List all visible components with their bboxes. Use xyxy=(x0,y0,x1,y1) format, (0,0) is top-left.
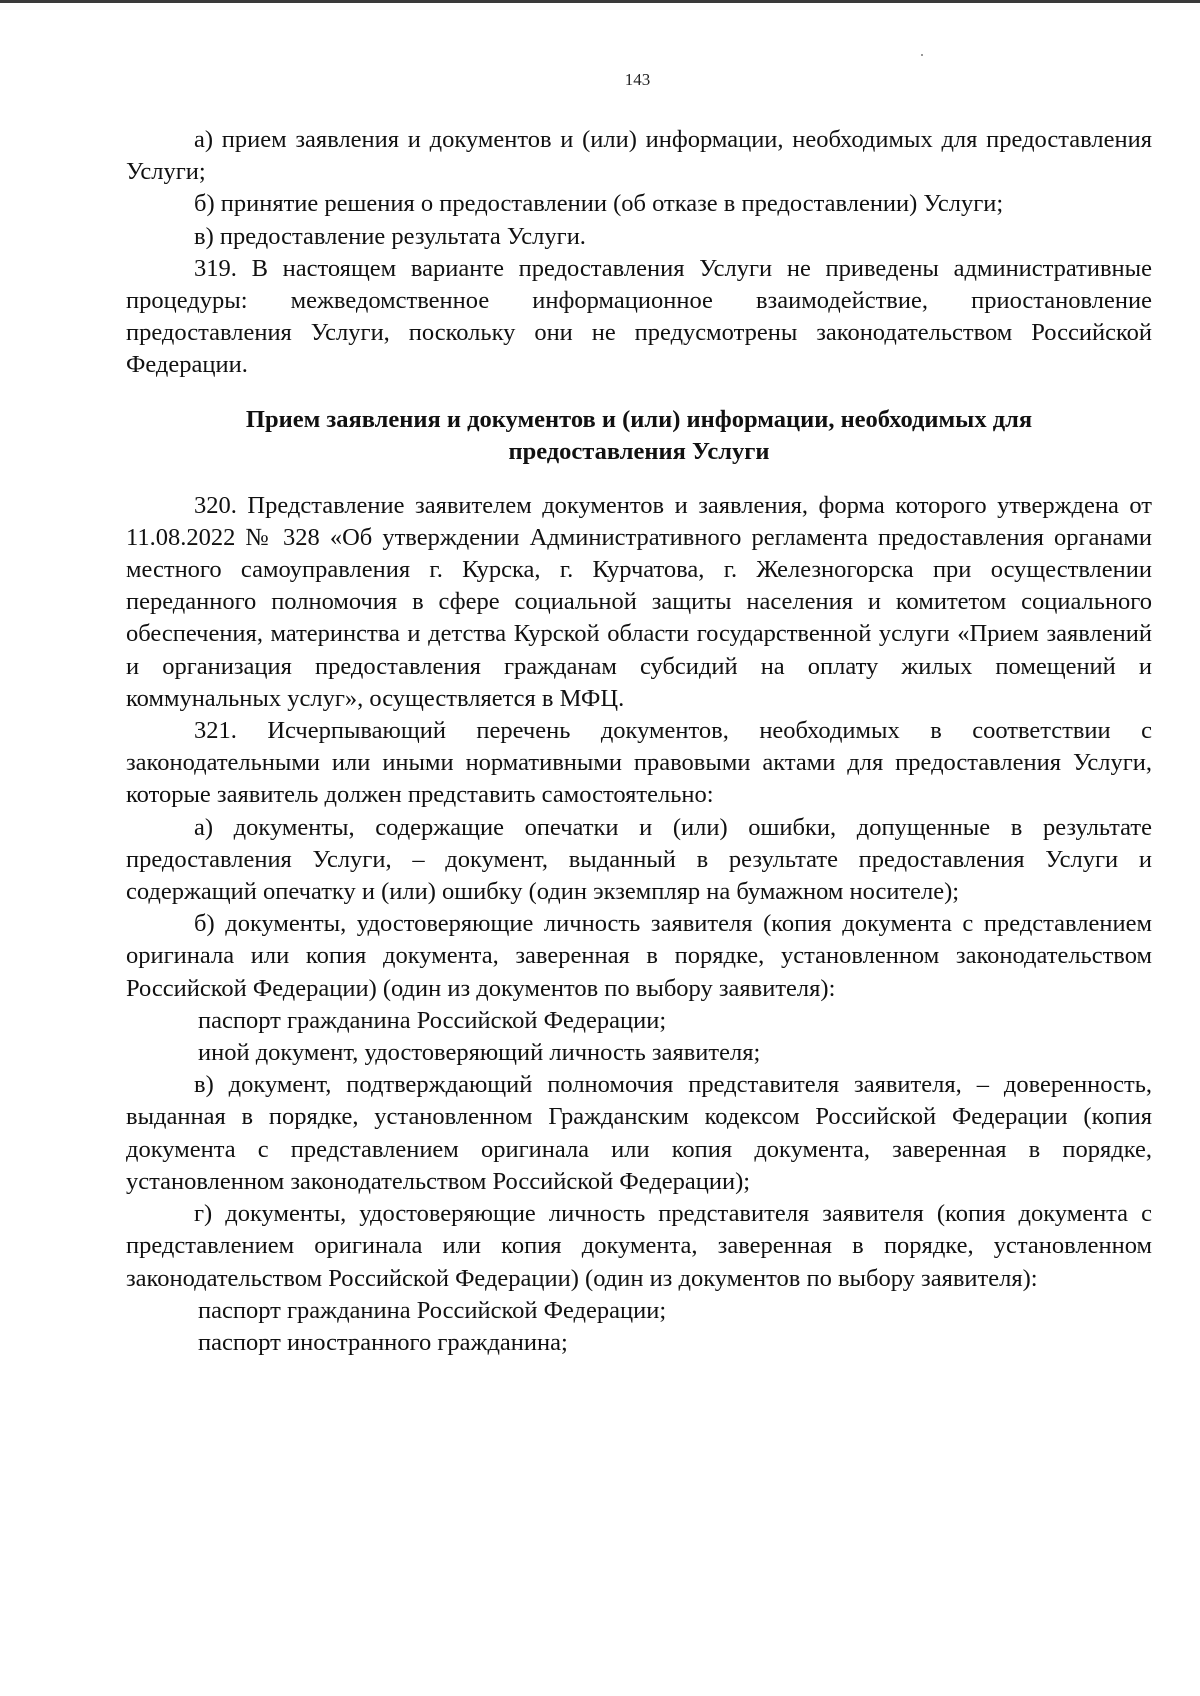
item-a: а) документы, содержащие опечатки и (или) ошибки, допущенные в результате предоставления Услуги, – документ, выданный в результате предоставления Услуги и содержащий опечатку и (или) ошибку (один экземпляр на бумажном носителе); xyxy=(126,813,1152,906)
list-item: иной документ, удостоверяющий личность заявителя; xyxy=(198,1039,761,1067)
document-body xyxy=(126,124,1152,1359)
section-heading xyxy=(126,404,1152,468)
section-heading-line1: Прием заявления и документов и (или) информации, необходимых для xyxy=(245,405,1033,433)
section-heading-line2: предоставления Услуги xyxy=(508,437,770,465)
list-item: паспорт иностранного гражданина; xyxy=(198,1328,568,1356)
item-g: г) документы, удостоверяющие личность представителя заявителя (копия документа с представлением оригинала или копия документа, заверенная в порядке, установленном законодательством Российской Федерации) (один из документов по выбору заявителя): xyxy=(126,1200,1152,1292)
scan-top-edge xyxy=(0,0,1200,3)
paragraph-320: 320. Представление заявителем документов и заявления, форма которого утверждена от 11.08.2022 № 328 «Об утверждении Административного регламента предоставления органами местного самоуправления г. Курска, г. Курчатова, г. Железногорска при осуществлении переданного полномочия в сфере социальной защиты населения и комитетом социального обеспечения, материнства и детства Курской области государственной услуги «Прием заявлений и организация предоставления гражданам субсидий на оплату жилых помещений и коммунальных услуг», осуществляется в МФЦ. xyxy=(126,491,1152,712)
item-b-top: б) принятие решения о предоставлении (об отказе в предоставлении) Услуги; xyxy=(194,190,1004,218)
page-number: 143 xyxy=(624,70,651,89)
item-a-top: а) прием заявления и документов и (или) информации, необходимых для предоставления Услуги; xyxy=(126,126,1152,186)
list-item: паспорт гражданина Российской Федерации; xyxy=(198,1006,667,1034)
item-v-top: в) предоставление результата Услуги. xyxy=(194,222,586,250)
scan-speck xyxy=(921,54,923,56)
paragraph-319: 319. В настоящем варианте предоставления Услуги не приведены административные процедуры: межведомственное информационное взаимодействие, приостановление предоставления Услуги, поскольку они не предусмотрены законодательством Российской Федерации. xyxy=(126,254,1152,379)
list-item: паспорт гражданина Российской Федерации; xyxy=(198,1296,667,1324)
paragraph-321: 321. Исчерпывающий перечень документов, необходимых в соответствии с законодательными или иными нормативными правовыми актами для предоставления Услуги, которые заявитель должен представить самостоятельно: xyxy=(126,717,1152,809)
item-v: в) документ, подтверждающий полномочия представителя заявителя, – доверенность, выданная в порядке, установленном Гражданским кодексом Российской Федерации (копия документа с представлением оригинала или копия документа, заверенная в порядке, установленном законодательством Российской Федерации); xyxy=(126,1071,1152,1195)
item-b: б) документы, удостоверяющие личность заявителя (копия документа с представлением оригинала или копия документа, заверенная в порядке, установленном законодательством Российской Федерации) (один из документов по выбору заявителя): xyxy=(126,910,1152,1002)
